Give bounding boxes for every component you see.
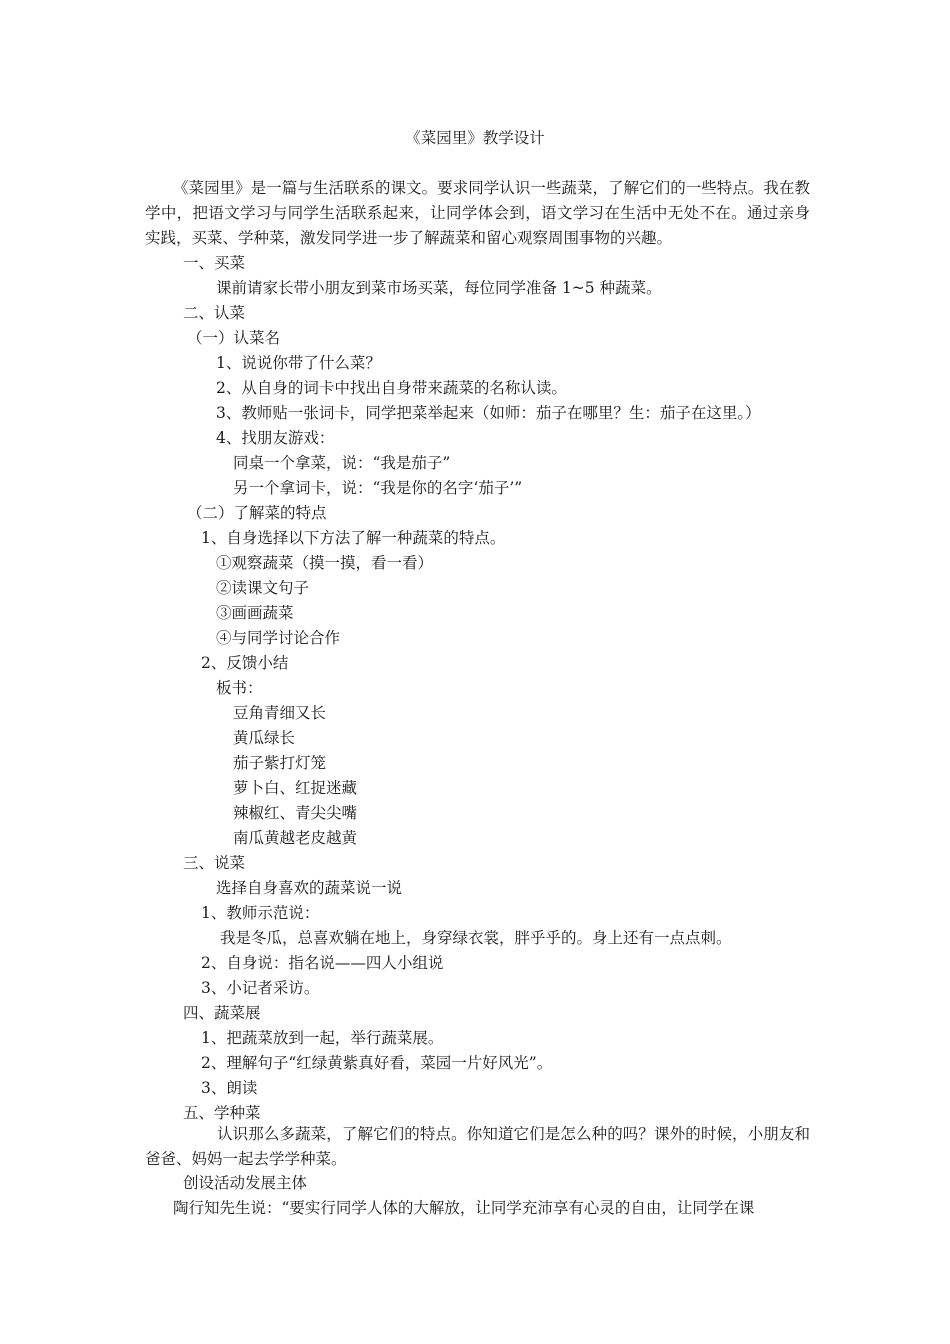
heading-buy-vegetables: 一、买菜 [183,254,246,272]
outline-line: 2、理解句子“红绿黄紫真好看，菜园一片好风光”。 [201,1054,553,1072]
blackboard-line: 豆角青细又长 [233,704,327,722]
outline-line: 4、找朋友游戏： [216,429,335,447]
heading-recognize-vegetables: 二、认菜 [183,304,246,322]
heading-vegetable-show: 四、蔬菜展 [183,1004,261,1022]
outline-line: 板书： [216,679,263,697]
heading-grow-vegetables: 五、学种菜 [183,1104,261,1122]
blackboard-line: 黄瓜绿长 [233,729,296,747]
outline-line: ③画画蔬菜 [216,604,294,622]
outline-line: ④与同学讨论合作 [216,629,341,647]
outline-line: 我是冬瓜，总喜欢躺在地上，身穿绿衣裳，胖乎乎的。身上还有一点点刺。 [220,929,732,947]
intro-paragraph: 《菜园里》是一篇与生活联系的课文。要求同学认识一些蔬菜，了解它们的一些特点。我在教学中，把语文学习与同学生活联系起来，让同学体会到，语文学习在生活中无处不在。通过亲身实践，买菜、学种菜，激发同学进一步了解蔬菜和留心观察周围事物的兴趣。 [145,179,810,247]
outline-line: 3、教师贴一张词卡，同学把菜举起来（如师：茄子在哪里？生：茄子在这里。） [216,404,761,422]
document-title: 《菜园里》教学设计 [405,129,545,147]
outline-line: 同桌一个拿菜，说：“我是茄子” [233,454,451,472]
outline-line: 课前请家长带小朋友到菜市场买菜，每位同学准备 1~5 种蔬菜。 [216,279,662,297]
outline-line: 2、反馈小结 [201,654,289,672]
outline-line: 1、把蔬菜放到一起，举行蔬菜展。 [201,1029,444,1047]
outline-line: 1、教师示范说： [201,904,320,922]
subheading-names: （一）认菜名 [187,329,281,347]
last-paragraph: 陶行知先生说：“要实行同学人体的大解放，让同学充沛享有心灵的自由，让同学在课 [173,1199,755,1217]
outline-line: 2、自身说：指名说——四人小组说 [201,954,444,972]
blackboard-line: 茄子紫打灯笼 [233,754,327,772]
outline-line: 1、说说你带了什么菜？ [216,354,381,372]
blackboard-line: 辣椒红、青尖尖嘴 [233,804,358,822]
outline-line: 选择自身喜欢的蔬菜说一说 [216,879,403,897]
outline-line: 另一个拿词卡，说：“我是你的名字‘茄子’” [233,479,523,497]
subheading-features: （二）了解菜的特点 [187,504,327,522]
heading-talk-vegetables: 三、说菜 [183,854,246,872]
outline-line: ①观察蔬菜（摸一摸，看一看） [216,554,434,572]
outline-line: 1、自身选择以下方法了解一种蔬菜的特点。 [201,529,506,547]
blackboard-line: 萝卜白、红捉迷藏 [233,779,358,797]
closing-paragraph: 认识那么多蔬菜，了解它们的特点。你知道它们是怎么种的吗？课外的时候，小朋友和爸爸、妈妈一起去学学种菜。 [145,1125,810,1168]
outline-line: 3、朗读 [201,1079,258,1097]
outline-line: ②读课文句子 [216,579,310,597]
outline-line: 3、小记者采访。 [201,979,320,997]
outline-line: 2、从自身的词卡中找出自身带来蔬菜的名称认读。 [216,379,567,397]
section-heading: 创设活动发展主体 [183,1174,308,1192]
blackboard-line: 南瓜黄越老皮越黄 [233,829,358,847]
